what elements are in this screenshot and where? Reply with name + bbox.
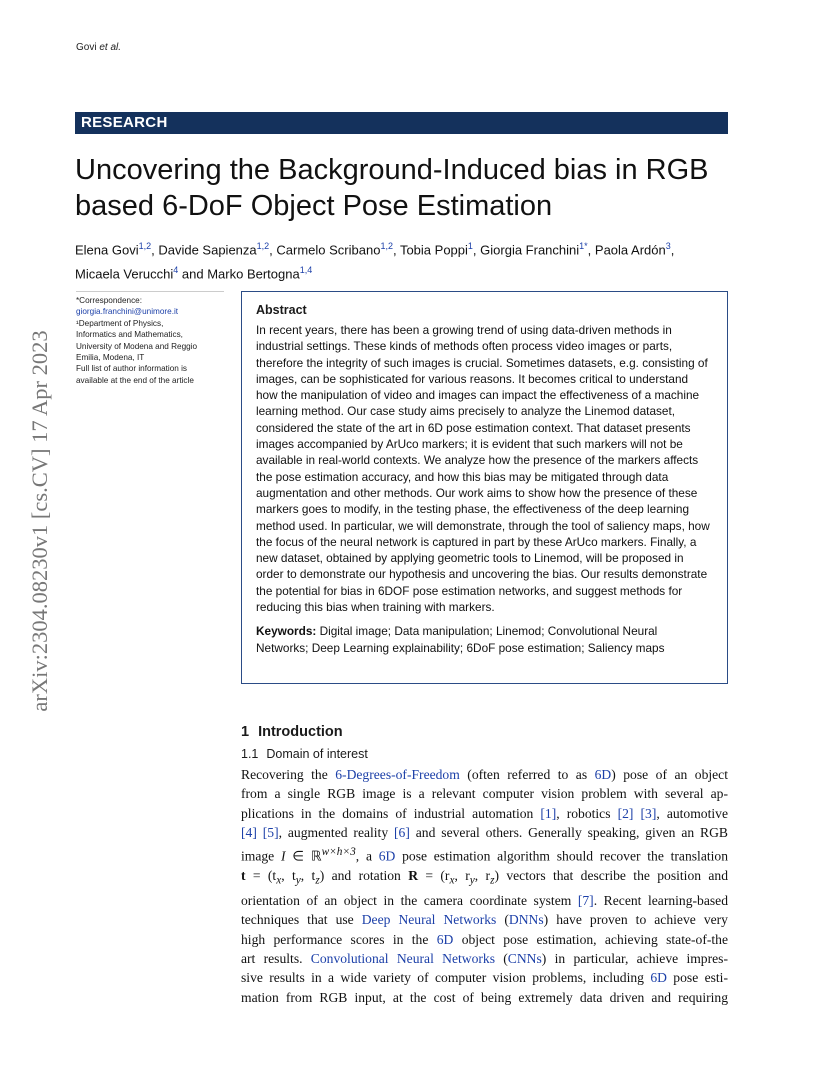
text-line: orientation of an object in the camera coordinate system [7]. Recent learning-based <box>241 892 728 908</box>
acronym-link[interactable]: 6D <box>650 970 667 986</box>
keywords-label: Keywords: <box>256 624 317 639</box>
abstract-box <box>241 291 728 684</box>
paper-title: Uncovering the Background-Induced bias in RGB based 6-DoF Object Pose Estimation <box>75 154 709 222</box>
running-head: Govi et al. <box>76 42 122 53</box>
text-line: image I ∈ ℝ$^{w\times h\times 3}$, a 6D pose estimation algorithm should recover the translation <box>241 845 728 864</box>
citation-link[interactable]: [6] <box>394 825 410 841</box>
subsection-heading-domain: 1.1 Domain of interest <box>241 747 368 761</box>
author-affiliation[interactable]: 4 <box>173 265 179 276</box>
citation-link[interactable]: [4] <box>241 825 257 841</box>
text-line: [4] [5], augmented reality [6] and several others. Generally speaking, given an RGB <box>241 825 728 841</box>
text-line: high performance scores in the 6D object pose estimation, achieving state-of-the <box>241 931 728 947</box>
text-line: plications in the domains of industrial automation [1], robotics [2] [3], automotive <box>241 805 728 821</box>
research-label: RESEARCH <box>75 112 728 134</box>
text-line: art results. Convolutional Neural Networks (CNNs) in particular, achieve impres- <box>241 950 728 966</box>
text-line: $t = (t_x$, $t_y$, $t_z$) and rotation $R = (r_x$, $r_y$, $r_z$) vectors that describe the position and <box>241 867 729 887</box>
section-heading-introduction: 1 Introduction <box>241 724 343 740</box>
acronym-link[interactable]: CNNs <box>507 950 542 966</box>
author-name: Giorgia Franchini <box>480 242 580 258</box>
citation-link[interactable]: [1] <box>540 805 557 821</box>
correspondence-email[interactable]: giorgia.franchini@unimore.it <box>76 307 179 317</box>
author-affiliation[interactable]: 1* <box>579 241 588 251</box>
author-affiliation[interactable]: 1,4 <box>299 265 313 276</box>
text-line: from a single RGB image is a relevant computer vision problem with several ap- <box>241 786 728 802</box>
acronym-link[interactable]: DNNs <box>508 912 544 928</box>
acronym-link[interactable]: Deep Neural Networks <box>361 912 497 928</box>
citation-link[interactable]: [5] <box>262 825 279 841</box>
author-name: Paola Ardón <box>594 242 666 258</box>
author-affiliation[interactable]: 1 <box>467 241 473 251</box>
author-list: Elena Govi$^{1,2}$, Davide Sapienza$^{1,2}$, Carmelo Scribano$^{1,2}$, Tobia Poppi$^1$, Giorgia Franchini$^{1*}$, Paola Ardón$^3$, Micaela Verucchi$^4$ and Marko Bertogna$^{1,4}$ <box>75 241 675 282</box>
author-affiliation[interactable]: 3 <box>665 241 671 251</box>
text-line: Recovering the 6-Degrees-of-Freedom (often referred to as 6D) pose of an object <box>241 767 728 782</box>
text-line: techniques that use Deep Neural Networks (DNNs) have proven to achieve very <box>241 912 728 928</box>
author-name: Carmelo Scribano <box>276 242 381 258</box>
citation-link[interactable]: [3] <box>640 805 657 821</box>
author-affiliation[interactable]: 1,2 <box>138 241 152 251</box>
citation-link[interactable]: [7] <box>577 892 594 908</box>
abstract-heading: Abstract <box>256 303 307 317</box>
author-name: Elena Govi <box>75 242 139 258</box>
author-name: Micaela Verucchi <box>75 266 174 282</box>
abstract-text: In recent years, there has been a growing trend of using data-driven methods in industrial settings. These kinds of methods often process video images or parts, therefore the integrity of such images is crucial. Sometimes datasets, e.g. consisting of images, can be sophisticated for various reasons. It becomes critical to understand how the manipulation of video and images can impact the effectiveness of a machine learning method. Our case study aims precisely to analyze the Linemod dataset, considered the state of the art in 6D pose estimation context. That dataset presents images accompanied by ArUco markers; it is evident that such markers will not be available in real-world contexts. We analyze how the presence of the markers affects the pose estimation accuracy, and how this bias may be mitigated through data augmentation and other methods. Our work aims to show how the presence of these markers goes to modify, in the testing phase, the effectiveness of the deep learning method used. In particular, we will demonstrate, through the tool of saliency maps, how the focus of the neural network is captured in part by these ArUco markers. Finally, a new dataset, obtained by applying geometric tools to Linemod, will be proposed in order to demonstrate our hypothesis and uncovering the bias. Our results demonstrate the potential for bias in 6DOF pose estimation networks, and suggest methods for reducing this bias when training with markers. <box>256 323 710 615</box>
acronym-link[interactable]: 6D <box>436 931 454 947</box>
citation-link[interactable]: [2] <box>617 805 634 821</box>
author-affiliation[interactable]: 1,2 <box>256 241 270 251</box>
introduction-paragraph <box>241 765 728 1007</box>
keywords-list: Digital image; Data manipulation; Linemod; Convolutional Neural Networks; Deep Learning explainability; 6DoF pose estimation; Saliency maps <box>256 624 665 655</box>
correspondence-notes: *Correspondence: giorgia.franchini@unimore.it ¹Department of Physics, Informatics and Mathematics, University of Modena and Reggio Emilia, Modena, IT Full list of author information is available at the end of the article <box>76 291 224 386</box>
arxiv-identifier: arXiv:2304.08230v1 [cs.CV] 17 Apr 2023 <box>27 330 52 712</box>
author-name: Marko Bertogna <box>207 266 300 282</box>
keywords <box>256 623 713 656</box>
acronym-link[interactable]: 6-Degrees-of-Freedom <box>335 767 460 782</box>
acronym-link[interactable]: 6D <box>378 848 396 864</box>
text-line: mation from RGB input, at the cost of being extremely data driven and requiring <box>241 989 728 1005</box>
acronym-link[interactable]: 6D <box>594 767 612 782</box>
author-name: Davide Sapienza <box>158 242 257 258</box>
acronym-link[interactable]: Convolutional Neural Networks <box>310 950 495 966</box>
author-name: Tobia Poppi <box>399 242 468 258</box>
author-affiliation[interactable]: 1,2 <box>380 241 393 251</box>
text-line: sive results in a wide variety of computer vision problems, including 6D pose esti- <box>241 970 728 986</box>
